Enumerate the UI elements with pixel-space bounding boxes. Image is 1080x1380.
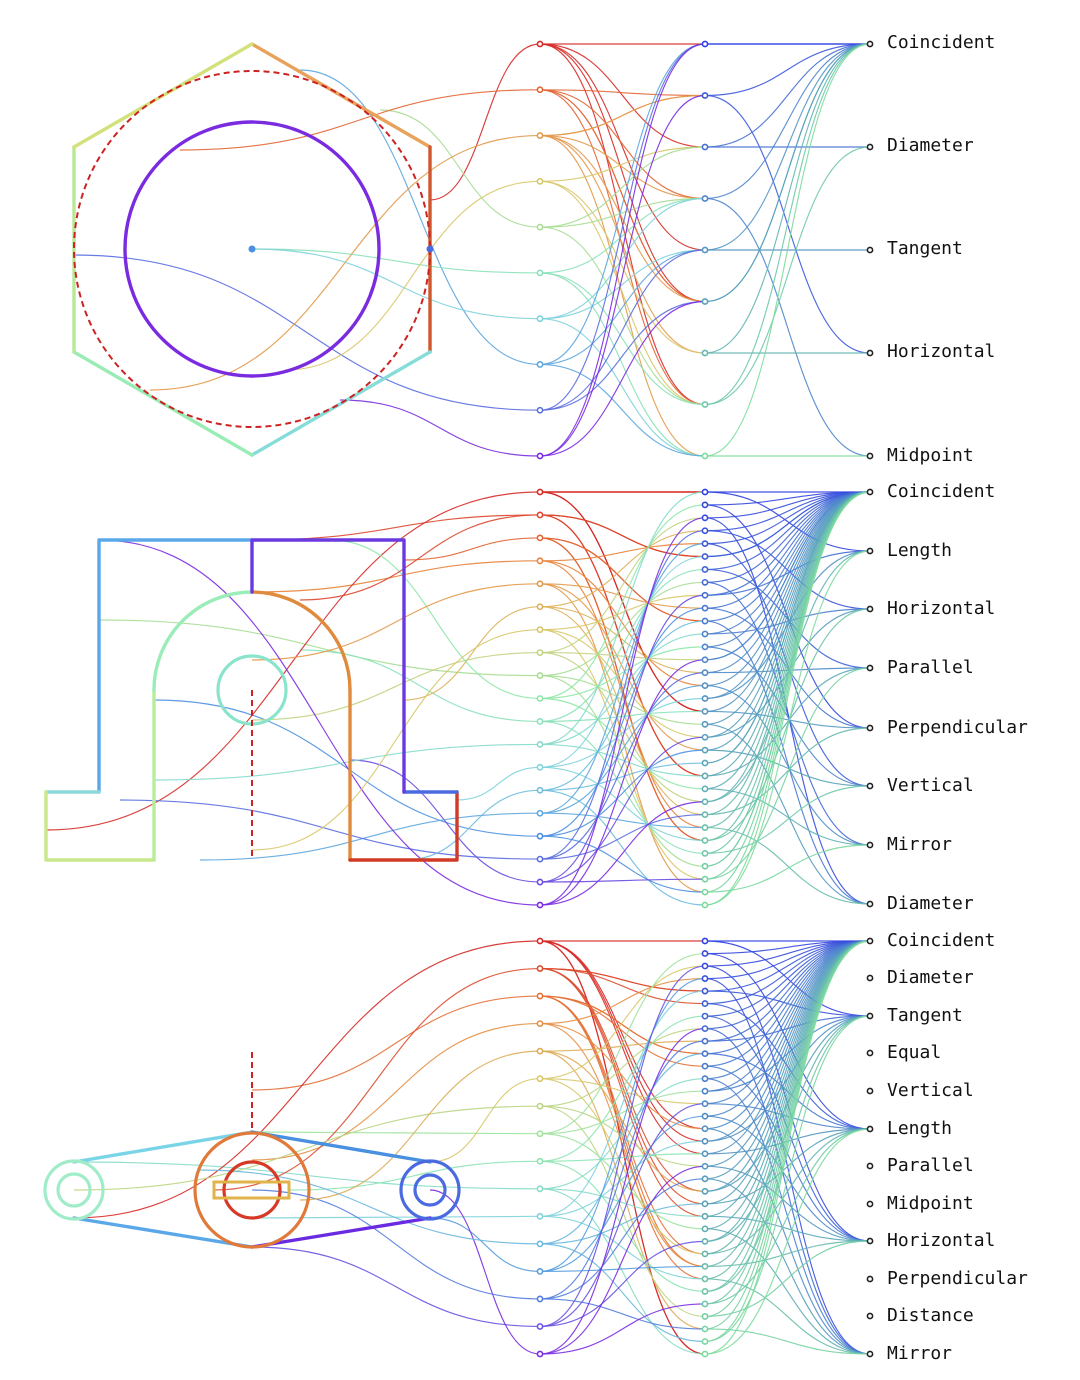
graph-node [702,1076,707,1081]
connection-curve [120,800,540,859]
connection-curve [540,653,705,660]
connection-curve [705,492,870,608]
constraint-label: Midpoint [887,1193,974,1214]
connection-curve [540,181,705,353]
graph-node [702,812,707,817]
graph-node [537,225,542,230]
connection-curve [705,1216,870,1241]
constraint-node [867,144,872,149]
connection-curve [74,255,540,410]
graph-node [537,87,542,92]
graph-node [702,502,707,507]
graph-node [537,788,542,793]
connection-curve [252,561,540,592]
connection-curve [705,44,870,147]
graph-node [702,1013,707,1018]
graph-node [702,988,707,993]
upper-left-arm [74,1132,252,1162]
graph-node [537,673,542,678]
panel-bracket [46,540,457,860]
constraint-node [867,665,872,670]
graph-node [702,748,707,753]
graph-node [537,627,542,632]
constraint-label: Coincident [887,32,996,53]
graph-node [702,1139,707,1144]
connection-curve [214,969,540,1190]
graph-node [702,528,707,533]
connection-curve [285,181,540,370]
graph-node [702,902,707,907]
graph-node [537,1296,542,1301]
graph-node [537,966,542,971]
connection-curve [252,1247,540,1326]
graph-node [537,179,542,184]
connection-curve [705,609,870,840]
graph-node [702,515,707,520]
graph-node [702,799,707,804]
constraint-label: Tangent [887,238,963,259]
constraint-node [867,1201,872,1206]
connection-curve [540,199,705,319]
connection-curve [540,979,705,1024]
connection-curve [705,941,870,1091]
constraint-node [867,901,872,906]
connection-curve [252,653,540,720]
graph-node [537,938,542,943]
graph-node [537,362,542,367]
graph-node [702,1314,707,1319]
constraint-label: Perpendicular [887,1268,1028,1289]
constraint-label: Distance [887,1305,974,1326]
constraint-node [867,783,872,788]
constraint-label: Parallel [887,657,974,678]
graph-node [537,316,542,321]
graph-node [702,1039,707,1044]
connection-curve [705,941,870,1129]
graph-node [702,618,707,623]
connection-curve [540,737,705,882]
graph-node [702,1201,707,1206]
graph-node [702,1151,707,1156]
graph-node [702,1239,707,1244]
connection-curve [300,650,540,721]
graph-node [702,606,707,611]
constraint-label: Tangent [887,1005,963,1026]
connection-curve [252,584,540,660]
connection-curve [457,767,540,800]
graph-node [702,851,707,856]
graph-node [702,976,707,981]
graph-node [537,41,542,46]
graph-node [702,41,707,46]
graph-node [537,902,542,907]
graph-node [537,581,542,586]
graph-node [702,489,707,494]
graph-node [537,1351,542,1356]
graph-node [702,350,707,355]
graph-node [702,1276,707,1281]
graph-node [702,631,707,636]
constraint-node [867,247,872,252]
graph-node [537,1186,542,1191]
connection-curve [380,110,540,227]
graph-node [537,1049,542,1054]
constraint-label: Midpoint [887,445,974,466]
connection-curve [252,996,540,1090]
constraint-node [867,975,872,980]
graph-node [537,535,542,540]
graph-node [702,1176,707,1181]
graph-node [702,670,707,675]
graph-node [537,1104,542,1109]
connection-curve [404,790,540,860]
foot-left [46,792,154,860]
connection-curve [430,44,540,200]
graph-node [702,1189,707,1194]
graph-node [702,593,707,598]
connection-curve [540,544,705,561]
graph-node [702,453,707,458]
graph-node [537,1076,542,1081]
bottom-right [350,792,457,860]
connection-curve [540,273,705,456]
graph-node [702,196,707,201]
graph-node [537,1269,542,1274]
graph-node [537,453,542,458]
connection-curve [252,1190,540,1299]
graph-node [702,889,707,894]
connection-curve [705,44,870,302]
connection-curve [540,802,705,905]
connection-curve [430,1079,540,1162]
graph-node [702,1301,707,1306]
graph-node [702,1339,707,1344]
connection-curve [540,136,705,353]
graph-node [537,1324,542,1329]
constraint-label: Vertical [887,1080,974,1101]
connection-curve [540,836,705,892]
graph-node [537,719,542,724]
graph-node [702,722,707,727]
connection-curve [705,492,870,595]
connection-curve [540,750,705,836]
connection-curve [540,90,705,199]
graph-node [537,742,542,747]
top-arc [154,592,252,690]
constraint-node [867,606,872,611]
graph-node [702,1351,707,1356]
graph-node [702,1089,707,1094]
connection-curves [46,44,870,1354]
connection-curve [705,44,870,353]
graph-node [702,1001,707,1006]
graph-node [702,1064,707,1069]
constraint-label: Horizontal [887,341,996,362]
graph-node [702,402,707,407]
connection-curve [540,1304,705,1354]
graph-node [702,735,707,740]
graph-node [702,541,707,546]
constraint-node [867,350,872,355]
graph-node [702,554,707,559]
connection-curve [252,249,540,273]
constraint-node [867,1351,872,1356]
connection-curve [705,789,870,845]
connection-curve [252,1132,540,1134]
graph-node [702,951,707,956]
connection-curve [540,44,705,302]
graph-node [537,1021,542,1026]
graph-node [702,1214,707,1219]
connection-curve [705,1016,870,1291]
connection-curve [705,44,870,199]
connection-curve [705,941,870,1079]
constraint-label: Coincident [887,930,996,951]
graph-node [702,567,707,572]
constraint-label: Mirror [887,1343,953,1364]
graph-node [702,1126,707,1131]
graph-node [702,963,707,968]
graph-node [702,864,707,869]
lower-right-arm [252,1218,430,1247]
graph-node [702,773,707,778]
graph-node [702,683,707,688]
graph-node [537,604,542,609]
connection-curve [350,760,540,882]
graph-node [702,93,707,98]
constraint-label: Mirror [887,834,953,855]
connection-curve [705,845,870,892]
connection-curve [540,302,705,457]
graph-node [537,879,542,884]
connection-curve [540,147,705,181]
constraint-node [867,938,872,943]
connection-curve [154,744,540,780]
graph-node [537,696,542,701]
graph-node [702,1264,707,1269]
graph-node [702,1251,707,1256]
graph-node [702,786,707,791]
connection-curve [430,1218,540,1271]
constraint-label: Parallel [887,1155,974,1176]
constraint-label: Length [887,1118,953,1139]
constraint-node [867,842,872,847]
connection-curve [705,941,870,1216]
constraint-node [867,41,872,46]
connection-curve [705,941,870,1054]
connection-curve [252,515,540,540]
constraint-node [867,1050,872,1055]
graph-node [702,938,707,943]
connection-curve [540,250,705,319]
constraint-label: Equal [887,1042,942,1063]
connection-curve [705,44,870,405]
graph-node [537,993,542,998]
constraint-node [867,725,872,730]
graph-node [702,709,707,714]
constraint-label: Vertical [887,775,974,796]
graph-node [537,834,542,839]
lower-left-arm [74,1218,252,1247]
constraint-node [867,1238,872,1243]
constraint-label: Perpendicular [887,717,1028,738]
panel-hexagon-nut [74,44,434,455]
graph-node [537,270,542,275]
constraint-label: Diameter [887,893,974,914]
constraint-node [867,489,872,494]
graph-node [702,1101,707,1106]
constraint-node [867,1126,872,1131]
graph-node [537,765,542,770]
graph-node [702,1051,707,1056]
graph-node [537,408,542,413]
connection-curve [252,249,540,319]
graph-node [702,247,707,252]
graph-node [537,1241,542,1246]
constraint-node [867,1013,872,1018]
connection-curve [252,630,540,850]
graph-node [537,512,542,517]
edge-point [427,246,434,253]
constraint-label: Diameter [887,967,974,988]
graph-node [537,811,542,816]
connection-curve [540,199,705,273]
connection-curve [540,1154,705,1162]
graph-node [702,299,707,304]
graph-node [537,489,542,494]
graph-node [702,1326,707,1331]
graph-node [537,857,542,862]
constraint-labels [887,32,1028,1364]
constraint-node [867,548,872,553]
graph-node [702,838,707,843]
graph-node [702,580,707,585]
graph-node [702,696,707,701]
constraint-node [867,1163,872,1168]
graph-node [702,644,707,649]
graph-node [537,133,542,138]
connection-curve [540,653,705,802]
graph-node [702,657,707,662]
connection-curve [99,540,540,905]
connection-curve [705,1241,870,1266]
connection-curve [540,515,705,557]
connection-curve [404,538,540,560]
connection-curve [705,147,870,405]
graph-node [702,825,707,830]
connection-curve [540,1179,705,1299]
connection-curve [340,400,540,456]
graph-node [702,877,707,882]
graph-node [537,558,542,563]
graph-node [702,1289,707,1294]
constraint-node [867,1276,872,1281]
center-point [249,246,256,253]
constraint-label: Length [887,540,953,561]
constraint-label: Horizontal [887,1230,996,1251]
graph-node [537,1214,542,1219]
constraint-node [867,1088,872,1093]
graph-node [702,760,707,765]
connection-curve [705,492,870,802]
graph-node [702,1164,707,1169]
connection-curve [705,492,870,776]
connection-curve [705,941,870,1241]
connection-curve [705,199,870,457]
graph-node [702,1026,707,1031]
constraint-label: Diameter [887,135,974,156]
graph-node [537,650,542,655]
connection-curve [540,569,705,721]
constraint-node [867,1313,872,1318]
graph-node [702,1226,707,1231]
graph-node [537,1131,542,1136]
graph-node [702,1114,707,1119]
constraint-label: Horizontal [887,598,996,619]
graph-node [702,144,707,149]
connection-curve [540,813,705,827]
constraint-node [867,453,872,458]
graph-node [537,1159,542,1164]
constraint-label: Coincident [887,481,996,502]
